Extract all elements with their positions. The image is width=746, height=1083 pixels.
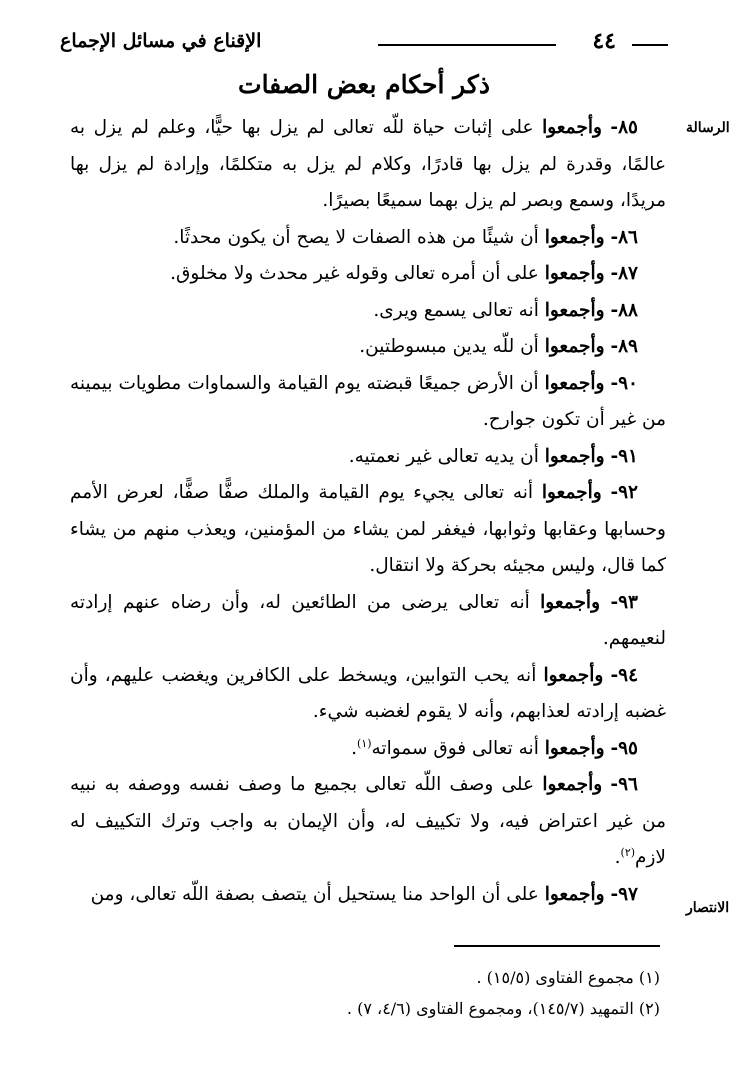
keyword: وأجمعوا — [542, 117, 602, 138]
section-title: ذكر أحكام بعض الصفات — [238, 70, 490, 99]
paragraph — [70, 877, 666, 914]
paragraph-number: ٨٧- — [610, 263, 638, 284]
paragraph-text: أنه تعالى يسمع ويرى. — [373, 299, 545, 321]
keyword: وأجمعوا — [544, 336, 605, 357]
footnotes — [70, 962, 660, 1024]
paragraph-text: على وصف اللّه تعالى بجميع ما وصف نفسه ووصفه به نبيه من غير اعتراض فيه، ولا تكييف له، وأن الإيمان به واجب وترك التكييف له لازم — [70, 774, 666, 868]
footnote-ref: (٢) — [620, 845, 636, 859]
footnote-2: (٢) التمهيد (١٤٥/٧)، ومجموع الفتاوى (٤/٦، ٧) . — [346, 999, 660, 1018]
keyword: وأجمعوا — [544, 263, 605, 284]
running-header — [60, 28, 668, 58]
keyword: وأجمعوا — [540, 591, 600, 613]
margin-note-risala: الرسالة — [686, 120, 730, 136]
paragraph — [70, 731, 666, 768]
footnote-separator — [454, 945, 660, 947]
paragraph-number: ٨٩- — [610, 336, 638, 357]
paragraph-text: أنه تعالى يرضى من الطائعين له، وأن رضاه عنهم إرادته لنعيمهم. — [70, 591, 666, 649]
paragraph-text: أن للّه يدين مبسوطتين. — [359, 336, 545, 357]
page-number: ٤٤ — [592, 28, 616, 54]
margin-note-intisar: الانتصار — [686, 900, 730, 916]
paragraph-tail: . — [351, 737, 357, 759]
paragraph-number: ٨٨- — [610, 299, 638, 321]
paragraph-text: أنه تعالى فوق سمواته — [371, 737, 545, 759]
body-text — [70, 110, 666, 913]
keyword: وأجمعوا — [542, 774, 603, 795]
paragraph-text: على أن أمره تعالى وقوله غير محدث ولا مخلوق. — [170, 263, 545, 284]
paragraph-text: أن شيئًا من هذه الصفات لا يصح أن يكون محدثًا. — [173, 226, 545, 248]
keyword: وأجمعوا — [543, 664, 604, 686]
paragraph-text: أنه تعالى يجيء يوم القيامة والملك صفًّا صفًّا، لعرض الأمم وحسابها وعقابها وثوابها، فيغفر لمن يشاء من المؤمنين، ويعذب منهم من يشاء كما قال، وليس مجيئه بحركة ولا انتقال. — [70, 482, 666, 576]
paragraph-number: ٩٥- — [610, 737, 638, 759]
paragraph-number: ٩٦- — [610, 774, 638, 795]
paragraph-number: ٨٦- — [610, 226, 638, 248]
paragraph — [70, 329, 666, 366]
paragraph-number: ٩٣- — [610, 591, 638, 613]
paragraph-text: أنه يحب التوابين، ويسخط على الكافرين ويغضب عليهم، وأن غضبه إرادته لعذابهم، وأنه لا يقوم لغضبه شيء. — [70, 664, 666, 722]
header-rule — [378, 44, 556, 46]
page-number-dash — [632, 44, 668, 46]
paragraph — [70, 366, 666, 439]
paragraph — [70, 658, 666, 731]
keyword: وأجمعوا — [544, 226, 605, 248]
paragraph-number: ٩٠- — [610, 372, 638, 394]
paragraph-number: ٨٥- — [610, 117, 638, 138]
paragraph — [70, 767, 666, 877]
paragraph-number: ٩٢- — [610, 482, 638, 503]
paragraph — [70, 439, 666, 476]
paragraph — [70, 585, 666, 658]
paragraph-text: على إثبات حياة للّه تعالى لم يزل بها حيًّا، وعلم لم يزل به عالمًا، وقدرة لم يزل بها قادرًا، وكلام لم يزل به متكلمًا، وإرادة لم يزل بها مريدًا، وسمع وبصر لم يزل بهما سميعًا بصيرًا. — [70, 117, 666, 211]
keyword: وأجمعوا — [544, 372, 605, 394]
keyword: وأجمعوا — [544, 299, 605, 321]
footnote-1: (١) مجموع الفتاوى (١٥/٥) . — [476, 968, 660, 987]
paragraph — [70, 220, 666, 257]
paragraph-tail: . — [614, 847, 621, 868]
book-title: الإقناع في مسائل الإجماع — [60, 30, 262, 52]
keyword: وأجمعوا — [544, 445, 605, 467]
keyword: وأجمعوا — [544, 737, 605, 759]
paragraph — [70, 293, 666, 330]
paragraph — [70, 475, 666, 585]
paragraph-number: ٩١- — [610, 445, 638, 467]
paragraph-text: أن الأرض جميعًا قبضته يوم القيامة والسماوات مطويات بيمينه من غير أن تكون جوارح. — [70, 372, 666, 430]
keyword: وأجمعوا — [541, 482, 602, 503]
paragraph-text: على أن الواحد منا يستحيل أن يتصف بصفة اللّه تعالى، ومن — [90, 883, 545, 905]
paragraph-number: ٩٧- — [610, 883, 638, 905]
paragraph-text: أن يديه تعالى غير نعمتيه. — [348, 445, 545, 467]
paragraph — [70, 256, 666, 293]
paragraph-number: ٩٤- — [610, 664, 639, 686]
footnote-ref: (١) — [356, 736, 372, 750]
keyword: وأجمعوا — [544, 883, 605, 905]
paragraph — [70, 110, 666, 220]
